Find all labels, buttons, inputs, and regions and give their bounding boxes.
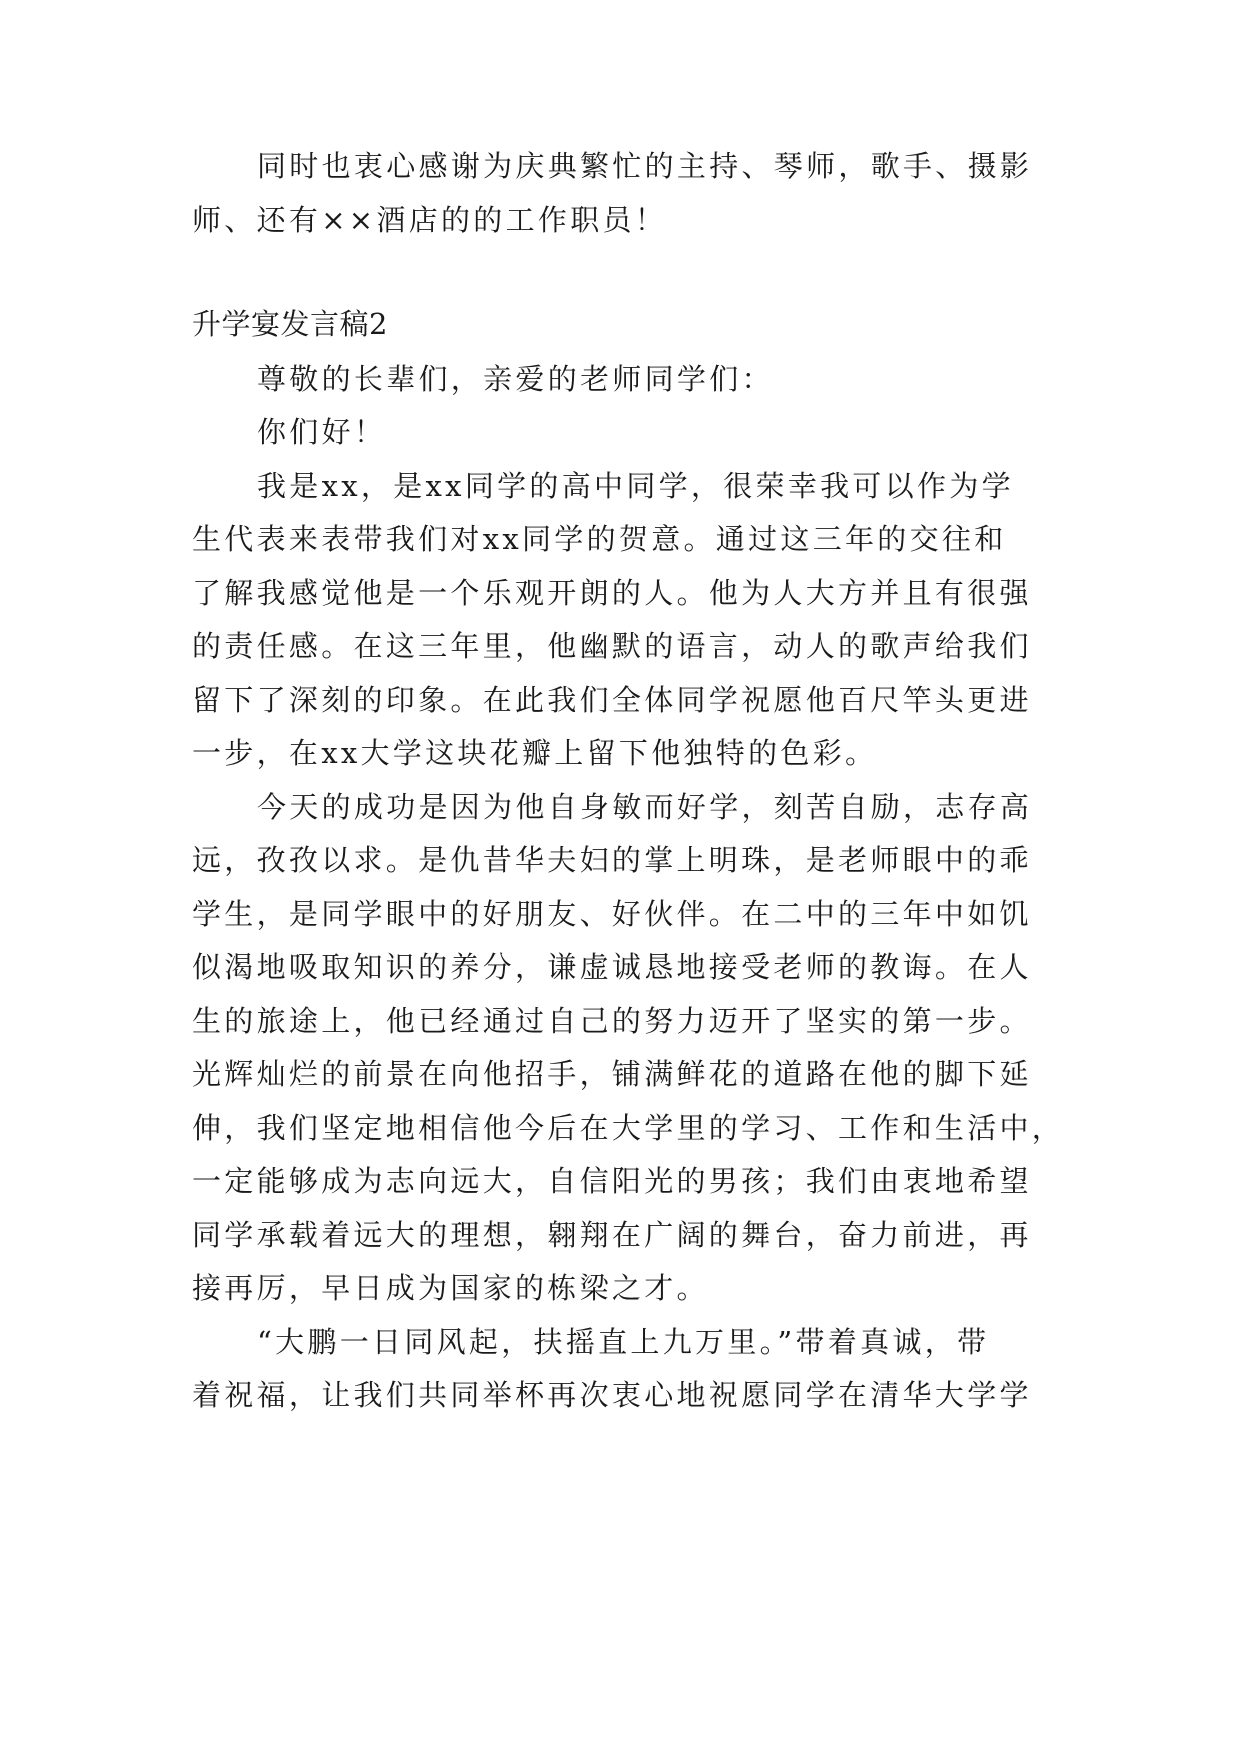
paragraph-line: 光辉灿烂的前景在向他招手，铺满鲜花的道路在他的脚下延 (192, 1057, 1032, 1091)
paragraph-line: 的责任感。在这三年里，他幽默的语言，动人的歌声给我们 (192, 629, 1032, 663)
paragraph-line: 同时也衷心感谢为庆典繁忙的主持、琴师，歌手、摄影 (257, 149, 1033, 183)
paragraph-line: 伸，我们坚定地相信他今后在大学里的学习、工作和生活中， (192, 1111, 1065, 1145)
paragraph-line: 似渴地吸取知识的养分，谦虚诚恳地接受老师的教诲。在人 (192, 950, 1032, 984)
paragraph-line: 学生，是同学眼中的好朋友、好伙伴。在二中的三年中如饥 (192, 897, 1032, 931)
paragraph-line: 着祝福，让我们共同举杯再次衷心地祝愿同学在清华大学学 (192, 1378, 1032, 1412)
paragraph-line: “大鹏一日同风起，扶摇直上九万里。”带着真诚，带 (257, 1325, 990, 1359)
paragraph-line: 师、还有××酒店的的工作职员！ (192, 203, 668, 237)
section-heading: 升学宴发言稿2 (192, 307, 388, 341)
paragraph-line: 接再厉，早日成为国家的栋梁之才。 (192, 1271, 709, 1305)
paragraph-line: 生代表来表带我们对xx同学的贺意。通过这三年的交往和 (192, 522, 1007, 556)
salutation: 尊敬的长辈们，亲爱的老师同学们： (257, 362, 774, 396)
paragraph-line: 我是xx，是xx同学的高中同学，很荣幸我可以作为学 (257, 469, 1014, 503)
paragraph-line: 生的旅途上，他已经通过自己的努力迈开了坚实的第一步。 (192, 1004, 1032, 1038)
paragraph-line: 远，孜孜以求。是仇昔华夫妇的掌上明珠，是老师眼中的乖 (192, 843, 1032, 877)
paragraph-line: 了解我感觉他是一个乐观开朗的人。他为人大方并且有很强 (192, 576, 1032, 610)
paragraph-line: 一步，在xx大学这块花瓣上留下他独特的色彩。 (192, 736, 878, 770)
paragraph-line: 同学承载着远大的理想，翱翔在广阔的舞台，奋力前进，再 (192, 1218, 1032, 1252)
paragraph-line: 留下了深刻的印象。在此我们全体同学祝愿他百尺竿头更进 (192, 683, 1032, 717)
paragraph-line: 一定能够成为志向远大，自信阳光的男孩；我们由衷地希望 (192, 1164, 1032, 1198)
greeting: 你们好！ (257, 415, 387, 449)
paragraph-line: 今天的成功是因为他自身敏而好学，刻苦自励，志存高 (257, 790, 1033, 824)
